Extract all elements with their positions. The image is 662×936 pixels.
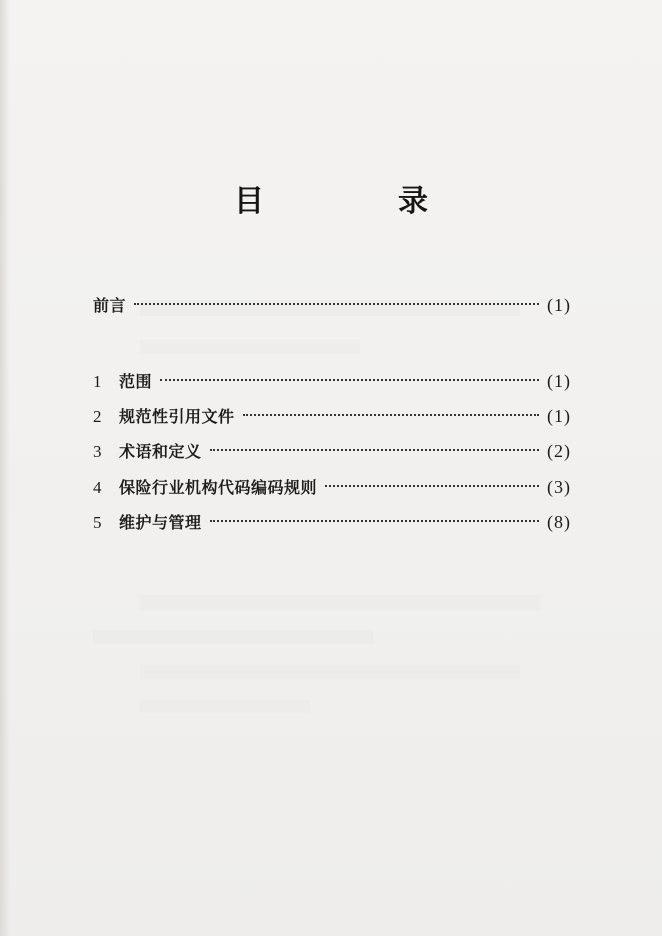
toc-entry-coding-rules[interactable] [93,467,571,497]
toc-entry-page: (2) [547,441,571,461]
toc-entry-page: (8) [547,512,571,532]
toc-entry-foreword[interactable] [93,285,571,315]
toc-leader-dots [210,502,545,528]
toc-entry-label: 范围 [119,372,153,391]
toc-leader-dots [134,285,545,311]
page-title: 目 录 [234,184,480,219]
toc-entry-label: 保险行业机构代码编码规则 [119,478,318,497]
bleed-through-text [93,630,373,644]
toc-entry-number: 2 [93,407,102,426]
toc-entry-label: 规范性引用文件 [119,407,235,426]
bleed-through-text [140,665,520,679]
bleed-through-text [140,700,310,713]
toc-leader-dots [210,431,545,457]
toc-entry-scope[interactable] [93,361,571,391]
bleed-through-text [140,595,540,610]
toc-leader-dots [160,361,545,387]
page-edge-shadow [0,0,10,936]
toc-entry-normative-references[interactable] [93,396,571,426]
toc-entry-label: 术语和定义 [119,442,202,461]
toc-entry-number: 4 [93,478,102,497]
toc-entry-page: (1) [547,406,571,426]
toc-entry-maintenance[interactable] [93,502,571,532]
toc-entry-page: (1) [547,295,571,315]
bleed-through-text [140,340,360,354]
toc-leader-dots [243,396,545,422]
toc-entry-page: (1) [547,371,571,391]
toc-entry-number: 1 [93,372,102,391]
toc-entry-label: 前言 [93,296,127,315]
toc-entry-number: 3 [93,442,102,461]
toc-leader-dots [325,467,545,493]
toc-entry-number: 5 [93,513,102,532]
toc-entry-terms-definitions[interactable] [93,431,571,461]
toc-entry-page: (3) [547,477,571,497]
toc-entry-label: 维护与管理 [119,513,202,532]
